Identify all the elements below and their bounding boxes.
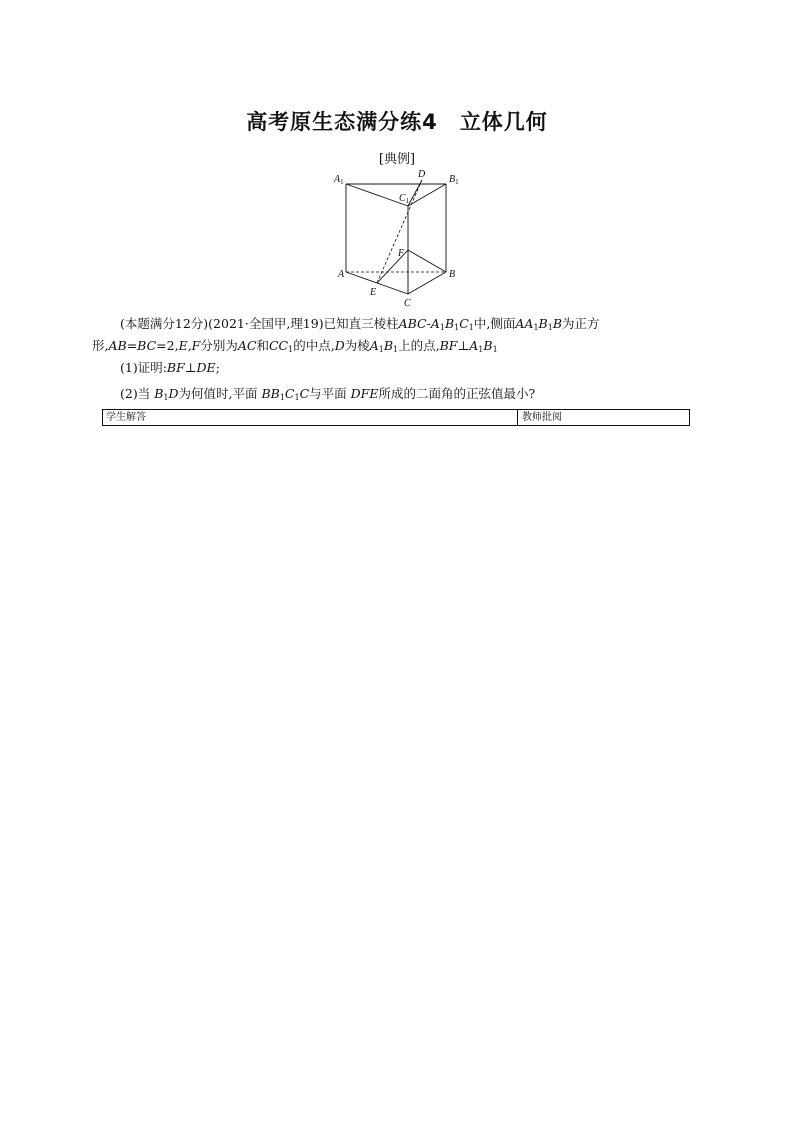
vertex-label-c: C	[404, 298, 411, 309]
vertex-label-d: D	[418, 169, 426, 180]
vertex-label-a1: $A_1$	[334, 174, 344, 186]
answer-table	[102, 409, 690, 426]
title-topic: 立体几何	[459, 110, 548, 134]
page-title	[0, 106, 794, 136]
question-1: (1)证明:BF⊥DE;	[120, 360, 220, 375]
vertex-label-b: B	[449, 269, 456, 280]
vertex-label-f: F	[398, 248, 405, 259]
problem-statement: (本题满分12分)(2021·全国甲,理19)已知直三棱柱ABC-$A_1B_1C_1$中,侧面$AA_1B_1B$为正方形,AB=BC=2,E,F分别为AC和$CC_1$的中点,D为棱$A_1B_1$上的点$,BF\perp A_1B_1$	[92, 316, 600, 354]
teacher-review-header: 教师批阅	[522, 412, 562, 423]
prism-diagram	[330, 166, 470, 312]
vertex-label-b1: $B_1$	[449, 174, 459, 186]
prism-figure	[330, 166, 470, 312]
question-2: (2)当 $B_1D$为何值时,平面 $BB_1C_1C$与平面 DFE所成的二面角的正弦值最小?	[120, 386, 536, 402]
vertex-label-c1: $C_1$	[399, 193, 410, 205]
vertex-label-a: A	[338, 269, 345, 280]
title-main: 高考原生态满分练4	[246, 110, 438, 134]
vertex-label-e: E	[370, 287, 377, 298]
section-tag: [典例]	[378, 152, 416, 167]
student-answer-header: 学生解答	[103, 410, 518, 425]
